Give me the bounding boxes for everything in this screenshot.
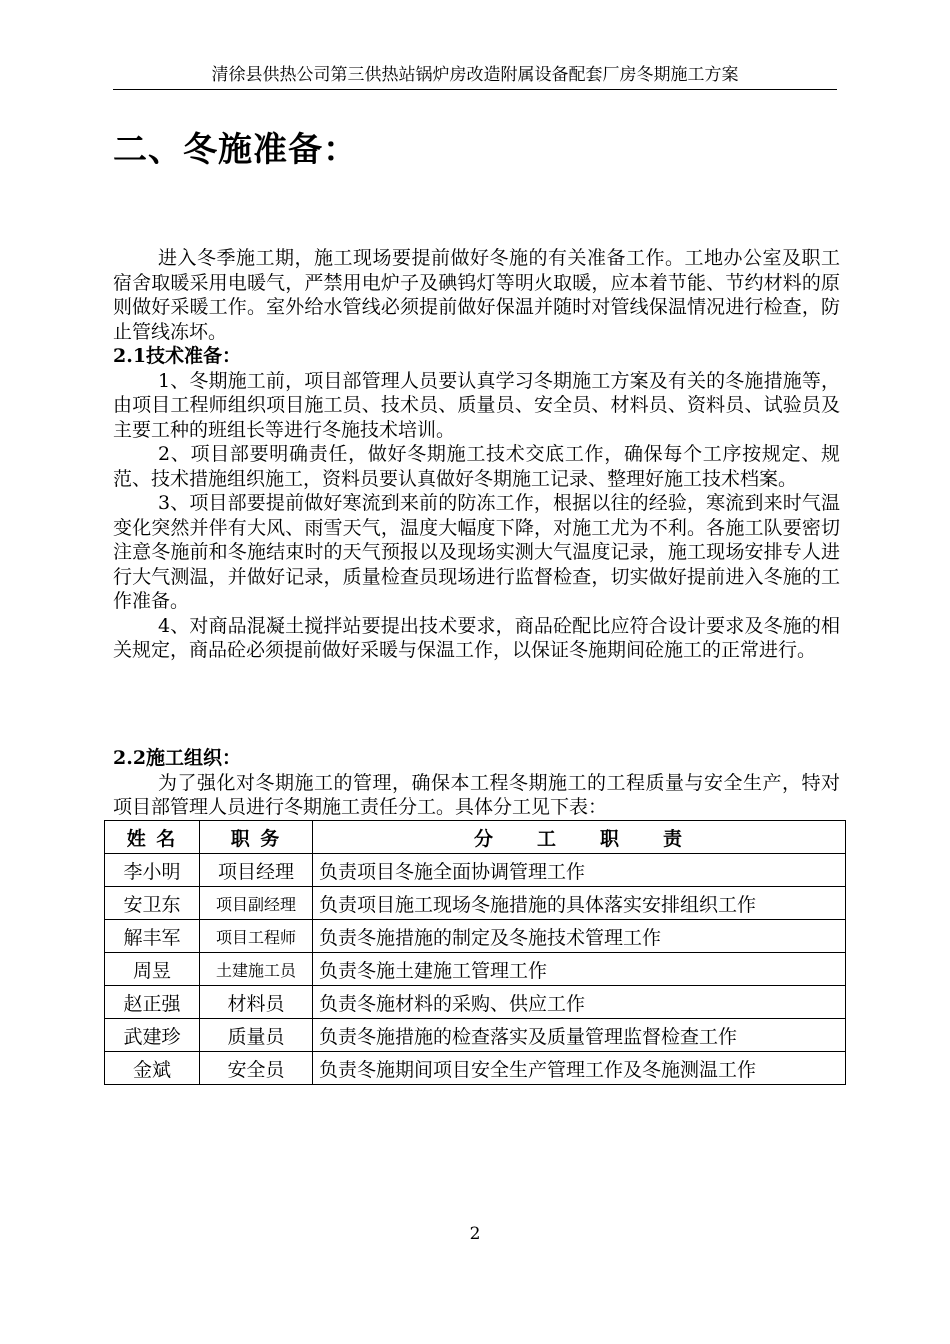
cell-role: 项目副经理 (200, 887, 313, 920)
cell-role: 材料员 (200, 986, 313, 1019)
cell-role: 质量员 (200, 1019, 313, 1052)
table-row (105, 986, 846, 1019)
cell-name: 解丰军 (105, 920, 200, 953)
table-row (105, 920, 846, 953)
page-header: 清徐县供热公司第三供热站锅炉房改造附属设备配套厂房冬期施工方案 (113, 63, 837, 90)
page-number: 2 (469, 1224, 481, 1244)
cell-duty: 负责冬施土建施工管理工作 (313, 953, 846, 986)
table-row (105, 854, 846, 887)
table-row (105, 1052, 846, 1085)
header-duty: 分 工 职 责 (313, 821, 846, 854)
table-row (105, 953, 846, 986)
cell-duty: 负责项目施工现场冬施措施的具体落实安排组织工作 (313, 887, 846, 920)
tech-prep-item-2: 2、项目部要明确责任，做好冬期施工技术交底工作，确保每个工序按规定、规范、技术措施组织施工，资料员要认真做好冬期施工记录、整理好施工技术档案。 (113, 443, 840, 490)
table-row (105, 887, 846, 920)
tech-prep-item-4: 4、对商品混凝土搅拌站要提出技术要求，商品砼配比应符合设计要求及冬施的相关规定，商品砼必须提前做好采暖与保温工作，以保证冬施期间砼施工的正常进行。 (113, 614, 840, 661)
intro-block (113, 246, 840, 344)
tech-prep-heading: 2.1技术准备： (113, 345, 242, 367)
cell-name: 李小明 (105, 854, 200, 887)
tech-prep-item-1: 1、冬期施工前，项目部管理人员要认真学习冬期施工方案及有关的冬施措施等，由项目工程师组织项目施工员、技术员、质量员、安全员、材料员、资料员、试验员及主要工种的班组长等进行冬施技术培训。 (113, 369, 840, 441)
cell-name: 安卫东 (105, 887, 200, 920)
header-role: 职 务 (200, 821, 313, 854)
organization-section (113, 746, 840, 820)
cell-duty: 负责冬施措施的检查落实及质量管理监督检查工作 (313, 1019, 846, 1052)
cell-duty: 负责项目冬施全面协调管理工作 (313, 854, 846, 887)
organization-paragraph: 为了强化对冬期施工的管理，确保本工程冬期施工的工程质量与安全生产，特对项目部管理人员进行冬期施工责任分工。具体分工见下表： (113, 771, 840, 818)
cell-name: 周昱 (105, 953, 200, 986)
organization-heading: 2.2施工组织： (113, 747, 242, 769)
cell-duty: 负责冬施期间项目安全生产管理工作及冬施测温工作 (313, 1052, 846, 1085)
cell-role: 项目工程师 (200, 920, 313, 953)
cell-role: 土建施工员 (200, 953, 313, 986)
tech-prep-section (113, 344, 840, 663)
cell-name: 金斌 (105, 1052, 200, 1085)
cell-name: 武建珍 (105, 1019, 200, 1052)
cell-role: 安全员 (200, 1052, 313, 1085)
cell-role: 项目经理 (200, 854, 313, 887)
header-name: 姓 名 (105, 821, 200, 854)
cell-duty: 负责冬施材料的采购、供应工作 (313, 986, 846, 1019)
table-header-row (105, 821, 846, 854)
duty-table (104, 820, 846, 1085)
tech-prep-item-3: 3、项目部要提前做好寒流到来前的防冻工作，根据以往的经验，寒流到来时气温变化突然并伴有大风、雨雪天气，温度大幅度下降，对施工尤为不利。各施工队要密切注意冬施前和冬施结束时的天气预报以及现场实测大气温度记录，施工现场安排专人进行大气测温，并做好记录，质量检查员现场进行监督检查，切实做好提前进入冬施的工作准备。 (113, 492, 840, 612)
section-title: 二、冬施准备： (113, 130, 358, 170)
cell-duty: 负责冬施措施的制定及冬施技术管理工作 (313, 920, 846, 953)
cell-name: 赵正强 (105, 986, 200, 1019)
table-row (105, 1019, 846, 1052)
intro-paragraph: 进入冬季施工期，施工现场要提前做好冬施的有关准备工作。工地办公室及职工宿舍取暖采用电暖气，严禁用电炉子及碘钨灯等明火取暖，应本着节能、节约材料的原则做好采暖工作。室外给水管线必须提前做好保温并随时对管线保温情况进行检查，防止管线冻坏。 (113, 247, 840, 343)
